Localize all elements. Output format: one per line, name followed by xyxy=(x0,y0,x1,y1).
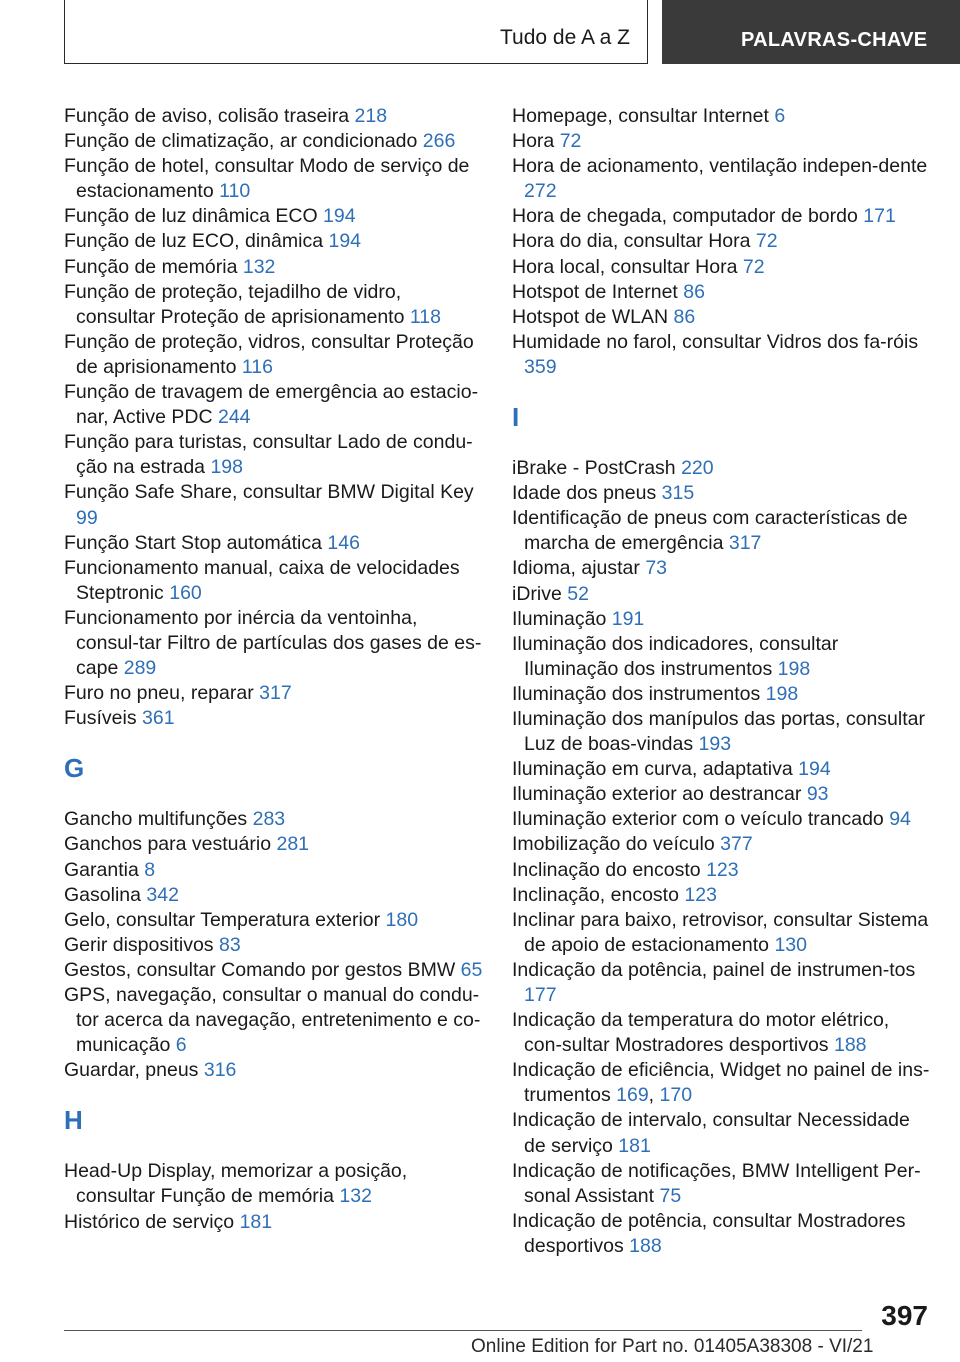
index-entry-term: Indicação de eficiência, Widget no painel de ins-trumentos xyxy=(512,1059,930,1107)
page-reference-link[interactable]: 75 xyxy=(659,1184,682,1207)
index-entry xyxy=(64,706,484,731)
index-entry xyxy=(512,330,932,380)
page-reference-link[interactable]: 289 xyxy=(123,657,157,680)
index-entry xyxy=(512,154,932,204)
page-reference-link[interactable]: 194 xyxy=(798,758,831,781)
index-entry xyxy=(64,129,484,154)
index-entry-term: Função de proteção, tejadilho de vidro, consultar Proteção de aprisionamento xyxy=(64,280,405,328)
page-reference-link[interactable]: 132 xyxy=(339,1185,372,1208)
index-entry xyxy=(512,707,932,757)
page-reference-link[interactable]: 86 xyxy=(683,280,705,303)
index-entry-term: Hotspot de WLAN xyxy=(512,305,669,328)
page-reference-link[interactable]: 99 xyxy=(76,506,98,529)
index-entry-term: Identificação de pneus com características de marcha de emergência xyxy=(512,507,908,555)
page-reference-link[interactable]: 6 xyxy=(175,1034,187,1057)
index-entry-term: Hora de acionamento, ventilação indepen-dente xyxy=(512,155,928,178)
index-entry-term: Função de aviso, colisão traseira xyxy=(64,105,350,127)
index-entry-term: Função de climatização, ar condicionado xyxy=(64,130,418,153)
page-reference-link[interactable]: 93 xyxy=(806,783,829,806)
index-entry xyxy=(512,858,932,883)
page-reference-link[interactable]: 198 xyxy=(210,456,243,479)
index-entry xyxy=(64,933,484,958)
index-entry-term: Idioma, ajustar xyxy=(512,557,640,580)
index-entry-term: Indicação da potência, painel de instrumen-tos xyxy=(512,958,916,981)
index-entry-term: Gancho multifunções xyxy=(64,808,248,831)
page-reference-link[interactable]: 116 xyxy=(241,355,273,378)
index-entry-term: Função de hotel, consultar Modo de serviço de estacionamento xyxy=(64,155,470,203)
index-entry-term: Head-Up Display, memorizar a posição, consultar Função de memória xyxy=(64,1160,408,1208)
index-entry xyxy=(64,380,484,430)
page-reference-link[interactable]: 65 xyxy=(460,958,483,981)
page-reference-link[interactable]: 171 xyxy=(863,205,896,228)
index-entry xyxy=(64,883,484,908)
page-reference-link[interactable]: 193 xyxy=(698,733,732,756)
index-entry xyxy=(512,757,932,782)
page-reference-link[interactable]: 272 xyxy=(524,180,557,203)
index-entry-term: Indicação de potência, consultar Mostradores desportivos xyxy=(512,1209,906,1257)
page-reference-link[interactable]: 377 xyxy=(720,833,753,856)
index-entry xyxy=(64,858,484,883)
page-reference-link[interactable]: 73 xyxy=(645,557,668,580)
index-entry-term: Fusíveis xyxy=(64,707,137,730)
index-entry xyxy=(64,229,484,254)
index-entry-term: Funcionamento por inércia da ventoinha, consul-tar Filtro de partículas dos gases de es-cape xyxy=(64,606,482,680)
index-entry-term: Iluminação exterior com o veículo trancado xyxy=(512,808,884,831)
page-reference-link[interactable]: 169 xyxy=(616,1084,649,1107)
index-entry xyxy=(64,908,484,933)
index-entry-term: GPS, navegação, consultar o manual do condu-tor acerca da navegação, entretenimento e co-municação xyxy=(64,984,481,1057)
header-section-label[interactable] xyxy=(662,0,960,64)
page-reference-link[interactable]: 317 xyxy=(728,532,762,555)
section-letter: H xyxy=(64,1105,83,1136)
page-reference-link[interactable]: 316 xyxy=(203,1059,237,1082)
index-entry-term: Inclinação, encosto xyxy=(512,883,679,906)
page-reference-link[interactable]: 132 xyxy=(242,255,276,278)
page-reference-link[interactable]: 198 xyxy=(765,682,799,705)
page-reference-link[interactable]: 266 xyxy=(422,130,456,153)
index-entry xyxy=(512,832,932,857)
index-entry xyxy=(64,204,484,229)
page-reference-link[interactable]: 188 xyxy=(629,1234,662,1257)
index-entry-term: Gelo, consultar Temperatura exterior xyxy=(64,908,381,931)
index-entry-term: Hotspot de Internet xyxy=(512,280,678,303)
page-reference-link[interactable]: 359 xyxy=(524,355,557,378)
page-reference-link[interactable]: 180 xyxy=(385,908,419,931)
index-entry xyxy=(512,1209,932,1259)
page-reference-link[interactable]: 110 xyxy=(219,180,251,203)
page-reference-link[interactable]: 194 xyxy=(323,205,356,228)
page-reference-link[interactable]: 317 xyxy=(259,682,292,705)
page-reference-link[interactable]: 8 xyxy=(144,858,156,881)
index-entry-term: Indicação de intervalo, consultar Necessidade de serviço xyxy=(512,1109,910,1157)
index-entry-term: Inclinar para baixo, retrovisor, consultar Sistema de apoio de estacionamento xyxy=(512,908,929,956)
index-column-right xyxy=(512,104,932,1259)
footer-edition-text: Online Edition for Part no. 01405A38308 - VI/21 xyxy=(471,1336,874,1357)
index-entry-term: Iluminação xyxy=(512,607,607,630)
index-entry xyxy=(512,1159,932,1209)
index-entry xyxy=(512,1008,932,1058)
page-reference-link[interactable]: 177 xyxy=(524,984,557,1006)
index-entry xyxy=(64,154,484,204)
index-entry xyxy=(512,229,932,254)
index-entry-term: Humidade no farol, consultar Vidros dos fa-róis xyxy=(512,330,919,353)
page-reference-link[interactable]: 86 xyxy=(673,305,696,328)
header-section-text: PALAVRAS-CHAVE xyxy=(741,28,928,51)
index-entry xyxy=(512,682,932,707)
page-number: 397 xyxy=(881,1300,928,1331)
index-entry-term: Idade dos pneus xyxy=(512,482,657,505)
page-reference-link[interactable]: 188 xyxy=(833,1034,867,1057)
index-entry xyxy=(64,606,484,681)
index-entry-term: Iluminação dos manípulos das portas, consultar Luz de boas-vindas xyxy=(512,707,925,756)
page-reference-link[interactable]: 181 xyxy=(239,1210,273,1233)
page-reference-link[interactable]: 72 xyxy=(755,230,778,253)
page-reference-link[interactable]: 281 xyxy=(276,833,310,856)
index-entry-term: Homepage, consultar Internet xyxy=(512,105,769,127)
index-entry xyxy=(64,807,484,832)
index-entry xyxy=(512,582,932,607)
index-entry-term: Gasolina xyxy=(64,883,141,906)
page-reference-link[interactable]: 72 xyxy=(742,255,765,278)
index-entry-term: Guardar, pneus xyxy=(64,1059,199,1082)
page-reference-link[interactable]: 191 xyxy=(611,607,645,630)
index-entry xyxy=(64,1159,484,1209)
footer-divider xyxy=(64,1330,862,1331)
page-reference-link[interactable]: 220 xyxy=(681,457,714,480)
index-entry xyxy=(512,129,932,154)
index-entry-term: Hora local, consultar Hora xyxy=(512,255,738,278)
index-entry xyxy=(64,330,484,380)
index-entry xyxy=(512,506,932,556)
index-entry xyxy=(512,305,932,330)
index-entry xyxy=(512,632,932,682)
index-entry xyxy=(64,1058,484,1083)
page-reference-link[interactable]: 170 xyxy=(659,1084,693,1107)
index-entry xyxy=(512,958,932,1008)
index-entry-term: Inclinação do encosto xyxy=(512,858,701,881)
index-entry-term: Iluminação dos indicadores, consultar Iluminação dos instrumentos xyxy=(512,632,839,680)
page-reference-link[interactable]: 146 xyxy=(327,531,360,554)
index-column-left xyxy=(64,104,484,1235)
index-entry xyxy=(512,782,932,807)
index-entry xyxy=(64,255,484,280)
index-entry xyxy=(512,104,932,129)
index-entry-term: Função de luz dinâmica ECO xyxy=(64,205,318,228)
index-entry-term: Ganchos para vestuário xyxy=(64,833,272,856)
section-letter: I xyxy=(512,402,520,433)
index-entry xyxy=(64,983,484,1058)
index-entry-term: Função de memória xyxy=(64,255,238,278)
index-entry xyxy=(512,883,932,908)
page-reference-link[interactable]: 123 xyxy=(706,858,739,881)
index-entry xyxy=(64,958,484,983)
index-entry xyxy=(64,280,484,330)
index-entry-term: Gerir dispositivos xyxy=(64,933,214,956)
index-entry-term: Gestos, consultar Comando por gestos BMW xyxy=(64,958,456,981)
index-entry xyxy=(512,456,932,481)
page-reference-link[interactable]: 52 xyxy=(567,582,589,605)
index-entry-term: Função de luz ECO, dinâmica xyxy=(64,230,324,253)
index-entry xyxy=(512,607,932,632)
index-entry-term: Iluminação em curva, adaptativa xyxy=(512,758,793,781)
index-entry xyxy=(512,807,932,832)
index-entry-term: iBrake - PostCrash xyxy=(512,457,676,480)
index-entry-term: Indicação da temperatura do motor elétrico, con-sultar Mostradores desportivos xyxy=(512,1009,890,1057)
index-entry-term: Hora do dia, consultar Hora xyxy=(512,230,751,253)
index-entry: Indicação de eficiência, Widget no painel de ins-trumentos 169, 170 xyxy=(512,1059,930,1107)
index-entry-term: Função para turistas, consultar Lado de condu-ção na estrada xyxy=(64,431,473,479)
index-entry xyxy=(64,681,484,706)
index-entry xyxy=(512,255,932,280)
index-entry xyxy=(512,908,932,958)
page-reference-link[interactable]: 83 xyxy=(218,933,241,956)
index-entry xyxy=(512,556,932,581)
index-entry xyxy=(64,556,484,606)
index-entry xyxy=(64,480,484,530)
page-reference-link[interactable]: 130 xyxy=(774,933,807,956)
index-entry-term: Função de travagem de emergência ao estacio-nar, Active PDC xyxy=(64,381,479,429)
page-reference-link[interactable]: 361 xyxy=(142,707,175,730)
index-entry xyxy=(512,204,932,229)
page-reference-link[interactable]: 283 xyxy=(252,808,286,831)
page-reference-link[interactable]: 6 xyxy=(774,105,786,127)
page-reference-link[interactable]: 342 xyxy=(146,883,179,906)
index-entry xyxy=(512,280,932,305)
page-reference-link[interactable]: 123 xyxy=(684,883,717,906)
index-entry-term: Furo no pneu, reparar xyxy=(64,682,254,705)
index-entry-term: Hora de chegada, computador de bordo xyxy=(512,205,858,228)
index-entry-term: Função de proteção, vidros, consultar Proteção de aprisionamento xyxy=(64,330,474,378)
index-entry-term: Histórico de serviço xyxy=(64,1210,235,1233)
index-entry-term: Função Safe Share, consultar BMW Digital Key xyxy=(64,481,474,504)
page-reference-link[interactable]: 218 xyxy=(354,105,388,127)
header-tab-label[interactable]: Tudo de A a Z xyxy=(500,26,630,49)
index-entry-term: Indicação de notificações, BMW Intelligent Per-sonal Assistant xyxy=(512,1159,921,1207)
index-entry-term: Iluminação exterior ao destrancar xyxy=(512,783,802,806)
index-entry xyxy=(64,832,484,857)
page-reference-link[interactable]: 94 xyxy=(889,808,911,831)
page-reference-link[interactable]: 72 xyxy=(559,130,582,153)
index-entry xyxy=(512,1108,932,1158)
page-reference-link[interactable]: 118 xyxy=(409,305,441,328)
index-entry-term: Funcionamento manual, caixa de velocidades Steptronic xyxy=(64,556,460,604)
index-entry xyxy=(64,531,484,556)
page-reference-link[interactable]: 315 xyxy=(661,482,695,505)
index-entry xyxy=(64,104,484,129)
index-entry xyxy=(512,481,932,506)
index-entry xyxy=(64,1210,484,1235)
page-reference-link[interactable]: 198 xyxy=(777,657,811,680)
index-entry-term: iDrive xyxy=(512,582,562,605)
page-reference-link[interactable]: 160 xyxy=(169,581,202,604)
index-entry-term: Garantia xyxy=(64,858,139,881)
page-reference-link[interactable]: 181 xyxy=(618,1134,651,1157)
index-entry xyxy=(64,430,484,480)
index-entry-term: Iluminação dos instrumentos xyxy=(512,682,761,705)
section-letter: G xyxy=(64,753,85,784)
index-entry-term: Função Start Stop automática xyxy=(64,531,322,554)
index-entry-term: Hora xyxy=(512,130,555,153)
index-entry-term: Imobilização do veículo xyxy=(512,833,715,856)
page-reference-link[interactable]: 244 xyxy=(217,406,251,429)
page-reference-link[interactable]: 194 xyxy=(328,230,362,253)
